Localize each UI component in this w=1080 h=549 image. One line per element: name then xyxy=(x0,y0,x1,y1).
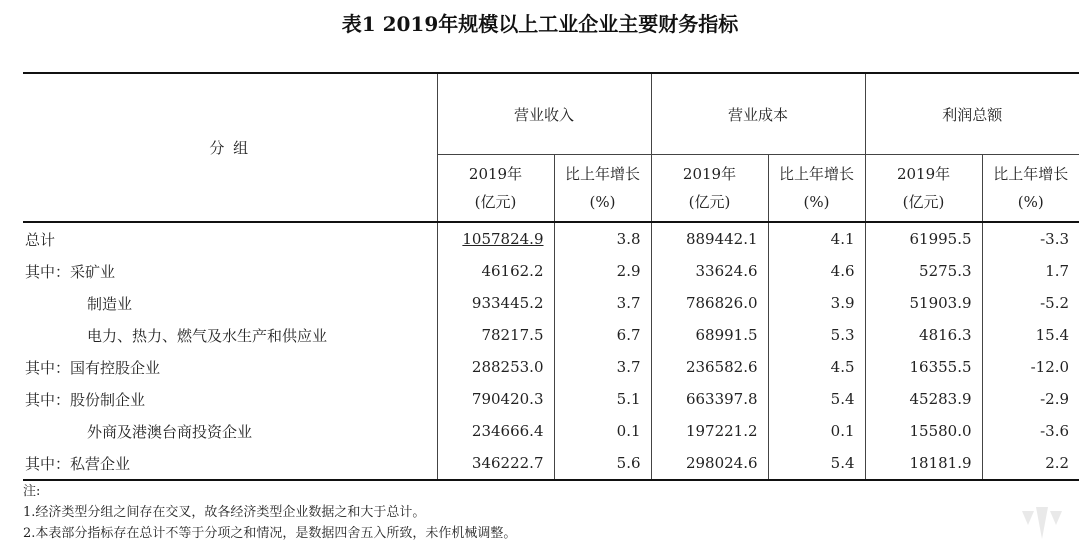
cell-value: 786826.0 xyxy=(685,294,758,312)
row-value xyxy=(554,351,651,383)
row-label: 总计 xyxy=(23,222,437,255)
row-label: 其中：私营企业 xyxy=(23,447,437,480)
cell-value: 298024.6 xyxy=(685,454,758,472)
row-value xyxy=(865,287,982,319)
row-value xyxy=(865,383,982,415)
table-row xyxy=(23,415,1079,447)
row-value xyxy=(768,319,865,351)
cell-value: 33624.6 xyxy=(695,262,758,280)
table-row xyxy=(23,222,1079,255)
cell-value: 16355.5 xyxy=(909,358,972,376)
cell-value: 234666.4 xyxy=(471,422,544,440)
metric-header-cost: 营业成本 xyxy=(651,73,865,155)
row-value xyxy=(554,319,651,351)
cell-value: 0.1 xyxy=(830,422,855,440)
row-value xyxy=(651,351,768,383)
cell-value: 6.7 xyxy=(616,326,641,344)
sub-header-growth: 比上年增长 (%) xyxy=(554,155,651,223)
row-value xyxy=(982,447,1079,480)
cell-value: 3.8 xyxy=(616,230,641,248)
table-title: 表1 2019年规模以上工业企业主要财务指标 xyxy=(341,12,739,36)
row-value xyxy=(982,255,1079,287)
notes-label: 注: xyxy=(23,484,41,499)
cell-value: 5.3 xyxy=(830,326,855,344)
sub-header-growth: 比上年增长 (%) xyxy=(982,155,1079,223)
row-value xyxy=(768,383,865,415)
row-value xyxy=(554,255,651,287)
cell-value: 790420.3 xyxy=(471,390,544,408)
cell-value: 4816.3 xyxy=(919,326,972,344)
row-value xyxy=(437,351,554,383)
cell-value: 15.4 xyxy=(1035,326,1070,344)
cell-value: 197221.2 xyxy=(685,422,758,440)
row-value xyxy=(437,222,554,255)
row-value xyxy=(982,351,1079,383)
cell-value: 1.7 xyxy=(1045,262,1070,280)
cell-value: -3.3 xyxy=(1040,230,1070,248)
row-value xyxy=(768,447,865,480)
cell-value: -5.2 xyxy=(1040,294,1070,312)
watermark-logo-icon xyxy=(1018,503,1064,543)
row-value xyxy=(768,351,865,383)
cell-value: -2.9 xyxy=(1040,390,1070,408)
sub-header-year: 2019年 (亿元) xyxy=(651,155,768,223)
metric-header-profit: 利润总额 xyxy=(865,73,1079,155)
row-value xyxy=(768,255,865,287)
cell-value: 2.2 xyxy=(1045,454,1070,472)
row-value xyxy=(554,415,651,447)
row-label: 其中：股份制企业 xyxy=(23,383,437,415)
table-row xyxy=(23,319,1079,351)
cell-value: 4.1 xyxy=(830,230,855,248)
row-value xyxy=(768,415,865,447)
row-value xyxy=(865,447,982,480)
row-value xyxy=(768,287,865,319)
row-value xyxy=(865,222,982,255)
table-row xyxy=(23,287,1079,319)
group-column-header: 分 组 xyxy=(23,73,437,222)
cell-value: 0.1 xyxy=(616,422,641,440)
cell-value: 5.1 xyxy=(616,390,641,408)
cell-value: 68991.5 xyxy=(695,326,758,344)
row-value xyxy=(437,383,554,415)
table-row xyxy=(23,351,1079,383)
row-value xyxy=(982,287,1079,319)
row-value xyxy=(651,383,768,415)
row-value xyxy=(865,319,982,351)
cell-value: 3.9 xyxy=(830,294,855,312)
row-value xyxy=(437,287,554,319)
cell-value: 18181.9 xyxy=(909,454,972,472)
table-body xyxy=(23,222,1079,480)
row-label: 其中：采矿业 xyxy=(23,255,437,287)
row-value xyxy=(651,222,768,255)
cell-value: 51903.9 xyxy=(909,294,972,312)
metric-header-revenue: 营业收入 xyxy=(437,73,651,155)
cell-value: 236582.6 xyxy=(685,358,758,376)
cell-value: 933445.2 xyxy=(471,294,544,312)
row-value xyxy=(982,383,1079,415)
cell-value: 2.9 xyxy=(616,262,641,280)
cell-value: 5.4 xyxy=(830,390,855,408)
cell-value: 5275.3 xyxy=(919,262,972,280)
cell-value: 346222.7 xyxy=(471,454,544,472)
row-value xyxy=(865,255,982,287)
cell-value: 1057824.9 xyxy=(462,230,544,248)
row-label: 其中：国有控股企业 xyxy=(23,351,437,383)
row-label: 电力、热力、燃气及水生产和供应业 xyxy=(23,319,437,351)
cell-value: 288253.0 xyxy=(471,358,544,376)
row-value xyxy=(437,415,554,447)
cell-value: 46162.2 xyxy=(481,262,544,280)
row-value xyxy=(865,415,982,447)
cell-value: 15580.0 xyxy=(909,422,972,440)
row-value xyxy=(865,351,982,383)
table-row xyxy=(23,383,1079,415)
cell-value: 5.6 xyxy=(616,454,641,472)
sub-header-year: 2019年 (亿元) xyxy=(437,155,554,223)
row-label: 外商及港澳台商投资企业 xyxy=(23,415,437,447)
sub-header-growth: 比上年增长 (%) xyxy=(768,155,865,223)
cell-value: 78217.5 xyxy=(481,326,544,344)
cell-value: 663397.8 xyxy=(685,390,758,408)
row-value xyxy=(651,255,768,287)
row-value xyxy=(437,255,554,287)
row-value xyxy=(768,222,865,255)
cell-value: -12.0 xyxy=(1030,358,1070,376)
row-value xyxy=(437,447,554,480)
note-item: 1.经济类型分组之间存在交叉，故各经济类型企业数据之和大于总计。 xyxy=(23,505,426,520)
row-value xyxy=(982,222,1079,255)
note-item: 2.本表部分指标存在总计不等于分项之和情况，是数据四舍五入所致，未作机械调整。 xyxy=(23,526,517,541)
table-row xyxy=(23,447,1079,480)
row-value xyxy=(554,222,651,255)
cell-value: 5.4 xyxy=(830,454,855,472)
table-row xyxy=(23,255,1079,287)
cell-value: 4.6 xyxy=(830,262,855,280)
row-value xyxy=(982,415,1079,447)
cell-value: 3.7 xyxy=(616,358,641,376)
row-value xyxy=(554,287,651,319)
cell-value: 889442.1 xyxy=(685,230,758,248)
financial-indicators-table xyxy=(23,72,1079,481)
row-value xyxy=(437,319,554,351)
row-value xyxy=(651,447,768,480)
sub-header-year: 2019年 (亿元) xyxy=(865,155,982,223)
row-value xyxy=(554,383,651,415)
row-value xyxy=(651,287,768,319)
table-notes xyxy=(23,481,516,544)
row-value xyxy=(651,319,768,351)
cell-value: 61995.5 xyxy=(909,230,972,248)
cell-value: 4.5 xyxy=(830,358,855,376)
row-value xyxy=(982,319,1079,351)
cell-value: 3.7 xyxy=(616,294,641,312)
row-label: 制造业 xyxy=(23,287,437,319)
row-value xyxy=(651,415,768,447)
cell-value: 45283.9 xyxy=(909,390,972,408)
row-value xyxy=(554,447,651,480)
cell-value: -3.6 xyxy=(1040,422,1070,440)
